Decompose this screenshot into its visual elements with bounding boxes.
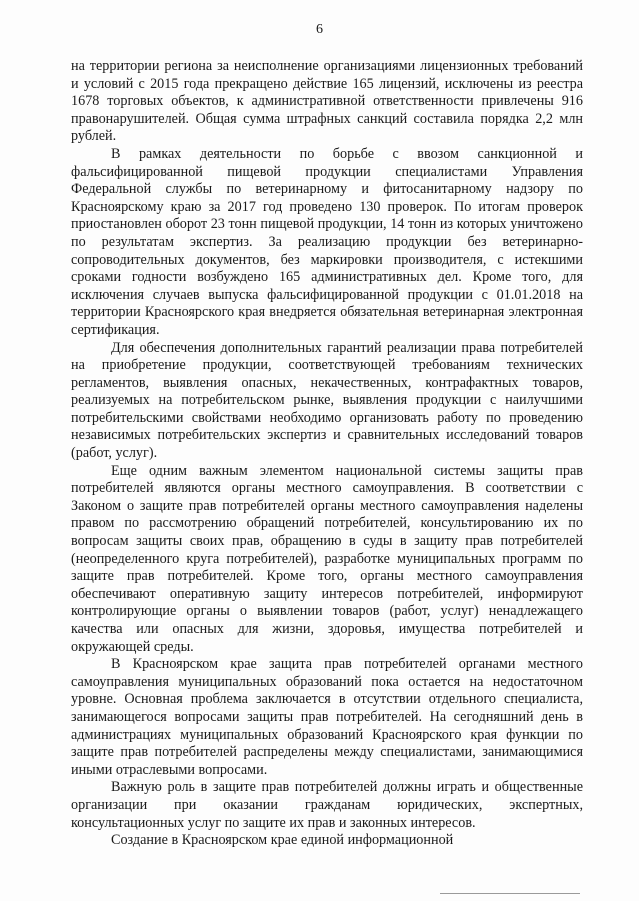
footer-line xyxy=(440,893,580,894)
paragraph-5: В Красноярском крае защита прав потребителей органами местного самоуправления муниципальных образований пока остается на недостаточном уровне. Основная проблема заключается в отсутствии отдельного специалиста, занимающегося вопросами защиты прав потребителей. На сегодняшний день в администрациях муниципальных образований Красноярского края функции по защите прав потребителей распределены между специалистами, занимающимися иными отраслевыми вопросами. xyxy=(71,656,583,778)
body-text xyxy=(71,58,583,850)
paragraph-2: В рамках деятельности по борьбе с ввозом санкционной и фальсифицированной пищевой продукции специалистами Управления Федеральной службы по ветеринарному и фитосанитарному надзору по Красноярскому краю за 2017 год проведено 130 проверок. По итогам проверок приостановлен оборот 23 тонн пищевой продукции, 14 тонн из которых уничтожено по результатам экспертиз. За реализацию продукции без ветеринарно-сопроводительных документов, без маркировки производителя, с истекшими сроками годности возбуждено 165 административных дел. Кроме того, для исключения случаев выпуска фальсифицированной продукции с 01.01.2018 на территории Красноярского края внедряется обязательная ветеринарная электронная сертификация. xyxy=(71,145,583,338)
paragraph-4: Еще одним важным элементом национальной системы защиты прав потребителей являются органы местного самоуправления. В соответствии с Законом о защите прав потребителей органы местного самоуправления наделены правом по рассмотрению обращений потребителей, консультированию их по вопросам защиты своих прав, обращению в суды в защиту прав потребителей (неопределенного круга потребителей), разработке муниципальных программ по защите прав потребителей. Кроме того, органы местного самоуправления обеспечивают оперативную защиту интересов потребителей, информируют контролирующие органы о выявлении товаров (работ, услуг) ненадлежащего качества или опасных для жизни, здоровья, имущества потребителей и окружающей среды. xyxy=(71,462,583,655)
paragraph-1: на территории региона за неисполнение организациями лицензионных требований и условий с 2015 года прекращено действие 165 лицензий, исключены из реестра 1678 торговых объектов, к административной ответственности привлечены 916 правонарушителей. Общая сумма штрафных санкций составила порядка 2,2 млн рублей. xyxy=(71,58,583,145)
page-number: 6 xyxy=(316,22,323,37)
paragraph-7: Создание в Красноярском крае единой информационной xyxy=(111,832,454,849)
paragraph-3: Для обеспечения дополнительных гарантий реализации права потребителей на приобретение продукции, соответствующей требованиям технических регламентов, выявления опасных, некачественных, контрафактных товаров, реализуемых на потребительском рынке, выявления продукции с наилучшими потребительскими свойствами необходимо организовать работу по проведению независимых потребительских экспертиз и сравнительных исследований товаров (работ, услуг). xyxy=(71,339,583,462)
paragraph-6: Важную роль в защите прав потребителей должны играть и общественные организации при оказании гражданам юридических, экспертных, консультационных услуг по защите их прав и законных интересов. xyxy=(71,779,583,831)
